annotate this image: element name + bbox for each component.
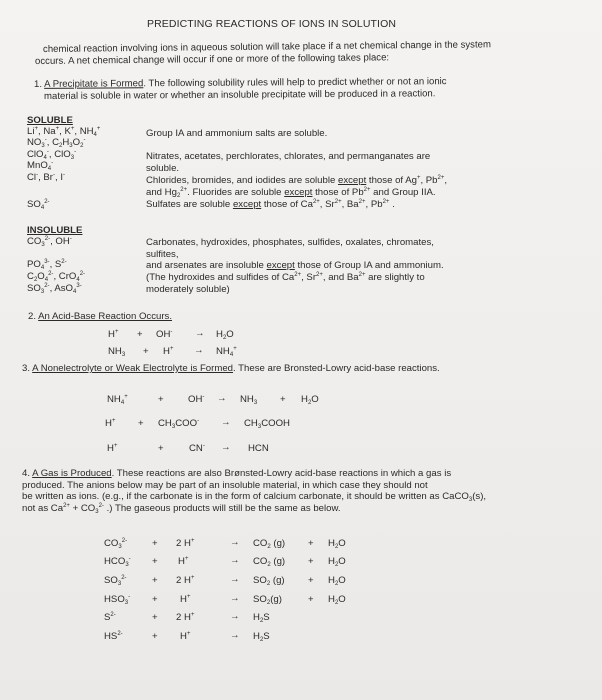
- arrow-icon: →: [230, 574, 240, 585]
- section-4-intro: . These reactions are also Brønsted-Lowry acid-base reactions in which a gas is: [111, 468, 452, 479]
- acid-base-reaction-1: H+: [108, 329, 119, 340]
- arrow-icon: →: [221, 417, 231, 428]
- product: $CO_2$ (g): [253, 538, 286, 550]
- reactant: CN-: [189, 443, 205, 454]
- plus-sign: +: [152, 631, 158, 642]
- plus-sign: +: [280, 394, 286, 405]
- gas-reaction-2: $HCO_3^-$: [104, 556, 131, 568]
- acid-base-reaction-2: $NH_3$: [108, 346, 126, 358]
- insoluble-rule-1a: Carbonates, hydroxides, phosphates, sulfides, oxalates, chromates,: [146, 237, 434, 248]
- page-title: PREDICTING REACTIONS OF IONS IN SOLUTION: [147, 18, 397, 30]
- product: $SO_2$ (g): [253, 575, 285, 587]
- plus-sign: +: [308, 594, 314, 605]
- intro-line-1: chemical reaction involving ions in aqueous solution will take place if a net chemical change in the system: [42, 39, 491, 55]
- section-1-heading: A Precipitate is Formed: [44, 78, 144, 90]
- soluble-rule-2a: Nitrates, acetates, perchlorates, chlorates, and permanganates are: [146, 151, 431, 162]
- arrow-icon: →: [230, 611, 240, 622]
- insoluble-heading: INSOLUBLE: [27, 225, 83, 236]
- section-3-intro: . These are Bronsted-Lowry acid-base reactions.: [233, 363, 440, 374]
- soluble-ions-6: $SO_4^{2-}$: [27, 199, 50, 211]
- section-4-line-4: not as $Ca^{2+} + CO_3^{2-}$ .) The gaseous products will still be the same as below.: [22, 503, 341, 515]
- product: $H_2O$: [216, 329, 234, 341]
- arrow-icon: →: [230, 630, 240, 641]
- section-2-number: 2.: [28, 311, 37, 322]
- insoluble-rule-1e: moderately soluble): [146, 284, 230, 295]
- plus-sign: +: [308, 575, 314, 586]
- soluble-ions-5: Cl-, Br-, I-: [27, 172, 65, 183]
- section-3-line: [22, 363, 440, 374]
- product: $H_2O$: [328, 575, 346, 587]
- plus-sign: +: [308, 556, 314, 567]
- product: $H_2O$: [328, 556, 346, 568]
- product: $NH_3$: [240, 394, 258, 406]
- reactant: H+: [180, 631, 191, 642]
- section-4-heading: A Gas is Produced: [32, 468, 112, 479]
- reactant: OH-: [156, 329, 173, 340]
- insoluble-ions-1: $CO_3^{2-}$, OH-: [27, 236, 72, 248]
- section-4-line-3: be written as ions. (e.g., if the carbonate is in the form of calcium carbonate, it should be written as CaCO$_3$(s),: [22, 491, 487, 503]
- product: $H_2O$: [328, 594, 346, 606]
- reactant: 2 H+: [176, 612, 195, 623]
- section-1-line-2: material is soluble in water or whether an insoluble precipitate will be produced in a reaction.: [43, 88, 436, 102]
- product: $CH_3COOH$: [244, 418, 290, 430]
- plus-sign: +: [152, 556, 158, 567]
- insoluble-ions-4: $SO_3^{2-}$, AsO$_4^{3-}$: [27, 283, 82, 295]
- intro-line-2: occurs. A net chemical change will occur if one or more of the following takes place:: [34, 52, 390, 67]
- arrow-icon: →: [230, 555, 240, 566]
- weak-electrolyte-reaction-1: $NH_4^+$: [107, 394, 128, 406]
- soluble-rule-1: Group IA and ammonium salts are soluble.: [146, 128, 328, 139]
- product: $H_2O$: [301, 394, 319, 406]
- arrow-icon: →: [230, 593, 240, 604]
- section-3-number: 3.: [22, 363, 31, 374]
- soluble-rule-3a: Chlorides, bromides, and iodides are soluble except those of Ag+, $Pb^{2+}$,: [146, 175, 448, 186]
- plus-sign: +: [152, 575, 158, 586]
- gas-reaction-3: $SO_3^{2-}$: [104, 575, 127, 587]
- plus-sign: +: [152, 538, 158, 549]
- soluble-ions-4: MnO$_4$-: [27, 160, 54, 172]
- gas-reaction-6: $HS^{2-}$: [104, 631, 123, 642]
- section-3-heading: A Nonelectrolyte or Weak Electrolyte is Formed: [32, 363, 233, 374]
- weak-electrolyte-reaction-3: H+: [107, 443, 118, 454]
- reactant: $CH_3COO^-$: [158, 418, 200, 430]
- plus-sign: +: [138, 418, 144, 429]
- arrow-icon: →: [217, 393, 227, 404]
- reactant: H+: [163, 346, 174, 357]
- gas-reaction-5: $S^{2-}$: [104, 612, 116, 623]
- soluble-rule-2b: soluble.: [146, 163, 180, 174]
- arrow-icon: →: [194, 345, 204, 356]
- product: $SO_2(g)$: [253, 594, 282, 606]
- arrow-icon: →: [221, 442, 231, 453]
- section-4-number: 4.: [22, 468, 31, 479]
- plus-sign: +: [158, 394, 164, 405]
- arrow-icon: →: [230, 537, 240, 548]
- product: $H_2S$: [253, 631, 270, 643]
- insoluble-ions-2: $PO_4^{3-}$, $S^{2-}$: [27, 259, 67, 271]
- product: $NH_4^+$: [216, 346, 237, 358]
- plus-sign: +: [137, 329, 143, 340]
- product: $H_2S$: [253, 612, 270, 624]
- gas-reaction-1: $CO_3^{2-}$: [104, 538, 128, 550]
- section-2-line: [28, 311, 172, 322]
- reactant: 2 H+: [176, 538, 195, 549]
- section-1-intro: . The following solubility rules will help to predict whether or not an ionic: [143, 76, 447, 90]
- section-4-line-2: produced. The anions below may be part of an insoluble material, in which case they should not: [22, 480, 428, 491]
- plus-sign: +: [308, 538, 314, 549]
- insoluble-rule-1b: sulfites,: [146, 249, 179, 260]
- arrow-icon: →: [195, 328, 205, 339]
- soluble-rule-4: Sulfates are soluble except those of $Ca^{2+}$, $Sr^{2+}$, $Ba^{2+}$, $Pb^{2+}$ .: [146, 199, 395, 210]
- product: $CO_2$ (g): [253, 556, 286, 568]
- plus-sign: +: [152, 612, 158, 623]
- reactant: H+: [180, 594, 191, 605]
- section-1-number: 1.: [33, 78, 43, 90]
- plus-sign: +: [143, 346, 149, 357]
- soluble-ions-2: $NO_3^-$, $C_2H_3O_2^-$: [27, 137, 86, 149]
- soluble-heading: SOLUBLE: [27, 115, 73, 126]
- reactant: 2 H+: [176, 575, 195, 586]
- plus-sign: +: [158, 443, 164, 454]
- section-2-heading: An Acid-Base Reaction Occurs.: [38, 311, 172, 322]
- insoluble-ions-3: $C_2O_4^{2-}$, CrO$_4^{2-}$: [27, 271, 86, 283]
- soluble-ions-3: ClO$_4$-, ClO$_3$-: [27, 149, 77, 161]
- product: HCN: [248, 443, 269, 454]
- section-4-line-1: [22, 468, 451, 479]
- reactant: OH-: [188, 394, 205, 405]
- soluble-ions-1: Li+, Na+, K+, $NH_4^+$: [27, 126, 101, 138]
- insoluble-rule-1d: (The hydroxides and sulfides of $Ca^{2+}$, $Sr^{2+}$, and $Ba^{2+}$ are slightly to: [146, 272, 425, 283]
- soluble-rule-3b: and $Hg_2^{2+}$. Fluorides are soluble except those of $Pb^{2+}$ and Group IIA.: [146, 187, 436, 199]
- reactant: H+: [178, 556, 189, 567]
- weak-electrolyte-reaction-2: H+: [105, 418, 116, 429]
- insoluble-rule-1c: and arsenates are insoluble except those of Group IA and ammonium.: [146, 260, 444, 271]
- product: $H_2O$: [328, 538, 346, 550]
- gas-reaction-4: $HSO_3^-$: [104, 594, 131, 606]
- plus-sign: +: [152, 594, 158, 605]
